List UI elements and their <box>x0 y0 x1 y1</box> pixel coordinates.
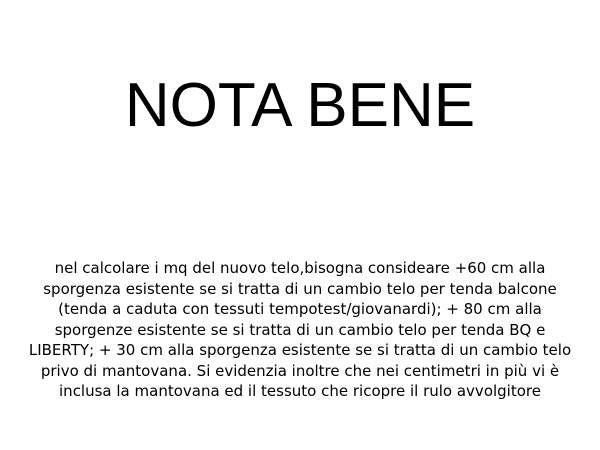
note-line: LIBERTY; + 30 cm alla sporgenza esistente se si tratta di un cambio telo <box>28 341 572 359</box>
page-title: NOTA BENE <box>124 71 476 140</box>
note-line: sporgenze esistente se si tratta di un cambio telo per tenda BQ e <box>54 320 546 339</box>
note-line: nel calcolare i mq del nuovo telo,bisogna consideare +60 cm alla <box>54 259 546 277</box>
note-line: sporgenza esistente se si tratta di un cambio telo per tenda balcone <box>43 279 557 298</box>
note-line: inclusa la mantovana ed il tessuto che ricopre il rulo avvolgitore <box>59 382 541 400</box>
note-line: privo di mantovana. Si evidenzia inoltre che nei centimetri in più vi è <box>40 361 560 380</box>
note-paragraph <box>0 258 600 402</box>
note-line: (tenda a caduta con tessuti tempotest/giovanardi); + 80 cm alla <box>58 300 542 318</box>
